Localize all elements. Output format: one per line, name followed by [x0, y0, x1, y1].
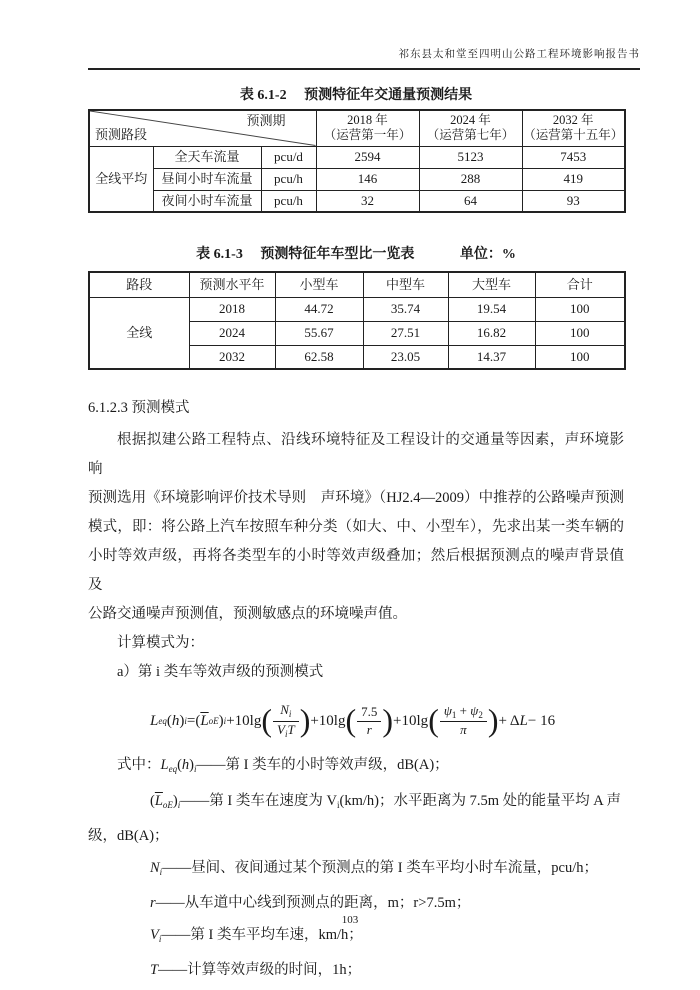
value-cell: 2594	[316, 146, 419, 168]
item-a-line: a）第 i 类车等效声级的预测模式	[117, 664, 324, 680]
year-header	[419, 110, 522, 146]
noise-prediction-formula: L eq ( h ) i = ( $\overline{L}$ oE ) i +10lg ( $\frac{N_i}{V_iT}$ ) +10lg ( $\frac{7.5}{r}$ ) +10lg ( $\frac{\psi_1 + \psi_2}{\pi}$ ) + Δ L − 16	[150, 702, 556, 739]
formula-fraction: ( $\frac{7.5}{r}$ )	[345, 702, 394, 738]
value-cell: 64	[419, 190, 522, 212]
year-cell: 2032	[189, 345, 275, 369]
year-line2: （运营第七年）	[426, 128, 515, 143]
formula-fraction: ( $\frac{\psi_1 + \psi_2}{\pi}$ )	[428, 702, 499, 738]
page-number: 103	[341, 914, 359, 926]
calc-mode-line: 计算模式为：	[117, 635, 204, 651]
value-cell: 62.58	[275, 345, 363, 369]
definition-line: $V_i——$第 I 类车平均车速，km/h；	[150, 926, 363, 944]
symbol-definitions	[88, 750, 624, 990]
table-row	[89, 146, 625, 168]
paragraph-line: 预测选用《环境影响评价技术导则 声环境》（HJ2.4—2009）中推荐的公路噪声预测	[88, 490, 624, 506]
value-cell: 100	[535, 345, 625, 369]
paragraph-line: 模式，即：将公路上汽车按照车种分类（如大、中、小型车），先求出某一类车辆的	[88, 519, 624, 535]
table-6-1-2-caption	[88, 84, 624, 104]
value-cell: 35.74	[363, 297, 448, 321]
year-header	[316, 110, 419, 146]
metric-cell: 昼间小时车流量	[153, 168, 261, 190]
column-header: 大型车	[448, 272, 535, 297]
row-group-cell: 全线	[89, 297, 189, 369]
report-title: 祁东县太和堂至四明山公路工程环境影响报告书	[398, 49, 640, 60]
table-6-1-3-caption	[88, 243, 624, 263]
definition-line: $N_i——$昼间、夜间通过某个预测点的第 I 类车平均小时车流量，pcu/h；	[150, 859, 598, 877]
caption-title: 预测特征年车型比一览表	[260, 247, 415, 262]
year-header	[522, 110, 625, 146]
definition-line: r——从车道中心线到预测点的距离，m；r>7.5m；	[150, 895, 471, 911]
value-cell: 23.05	[363, 345, 448, 369]
column-header: 小型车	[275, 272, 363, 297]
table-row	[89, 297, 625, 321]
year-cell: 2018	[189, 297, 275, 321]
paragraph-line: 公路交通噪声预测值，预测敏感点的环境噪声值。	[88, 606, 407, 622]
value-cell: 44.72	[275, 297, 363, 321]
metric-cell: 全天车流量	[153, 146, 261, 168]
year-line1: 2032 年	[552, 113, 594, 128]
value-cell: 32	[316, 190, 419, 212]
section-heading: 6.1.2.3 预测模式	[88, 400, 190, 416]
running-header	[88, 46, 640, 70]
year-line1: 2018 年	[347, 113, 388, 128]
diag-bottom-label: 预测路段	[95, 127, 148, 143]
caption-title: 预测特征年交通量预测结果	[304, 88, 473, 103]
value-cell: 5123	[419, 146, 522, 168]
diagonal-header-cell	[89, 110, 316, 146]
definition-line: T——计算等效声级的时间，1h；	[150, 962, 362, 978]
value-cell: 27.51	[363, 321, 448, 345]
caption-label: 表 6.1-3	[196, 247, 243, 262]
formula-fraction: ( $\frac{N_i}{V_iT}$ )	[261, 702, 311, 739]
column-header: 路段	[89, 272, 189, 297]
value-cell: 14.37	[448, 345, 535, 369]
diag-top-label: 预测期	[246, 113, 286, 128]
value-cell: 100	[535, 297, 625, 321]
value-cell: 100	[535, 321, 625, 345]
definition-line: 式中：$L_{eq}(h)_i——$第 I 类车的小时等效声级，dB(A)；	[117, 757, 449, 774]
year-cell: 2024	[189, 321, 275, 345]
value-cell: 146	[316, 168, 419, 190]
paragraph-line: 根据拟建公路工程特点、沿线环境特征及工程设计的交通量等因素，声环境影响	[88, 432, 624, 477]
definition-line	[88, 987, 624, 990]
paragraph-line: 小时等效声级，再将各类型车的小时等效声级叠加；然后根据预测点的噪声背景值及	[88, 548, 624, 593]
column-header: 合计	[535, 272, 625, 297]
value-cell: 19.54	[448, 297, 535, 321]
paragraph	[88, 426, 624, 629]
traffic-volume-table	[88, 109, 626, 213]
unit-cell: pcu/h	[261, 168, 316, 190]
row-group-cell: 全线平均	[89, 146, 153, 212]
value-cell: 419	[522, 168, 625, 190]
year-line1: 2024 年	[450, 113, 491, 128]
column-header: 中型车	[363, 272, 448, 297]
vehicle-type-table	[88, 271, 626, 370]
definition-line: $(\overline{L}_{oE})_i——$第 I 类车在速度为 $V_i(km/h)$；水平距离为 7.5m 处的能量平均 A 声级，dB(A)；	[88, 792, 622, 844]
value-cell: 55.67	[275, 321, 363, 345]
column-header: 预测水平年	[189, 272, 275, 297]
value-cell: 7453	[522, 146, 625, 168]
caption-unit: 单位：%	[459, 247, 516, 262]
table-row	[89, 168, 625, 190]
year-line2: （运营第一年）	[323, 128, 412, 143]
unit-cell: pcu/h	[261, 190, 316, 212]
caption-label: 表 6.1-2	[239, 88, 287, 103]
value-cell: 93	[522, 190, 625, 212]
table-header-row	[89, 272, 625, 297]
table-row	[89, 190, 625, 212]
year-line2: （运营第十五年）	[523, 128, 624, 143]
value-cell: 288	[419, 168, 522, 190]
value-cell: 16.82	[448, 321, 535, 345]
unit-cell: pcu/d	[261, 146, 316, 168]
metric-cell: 夜间小时车流量	[153, 190, 261, 212]
